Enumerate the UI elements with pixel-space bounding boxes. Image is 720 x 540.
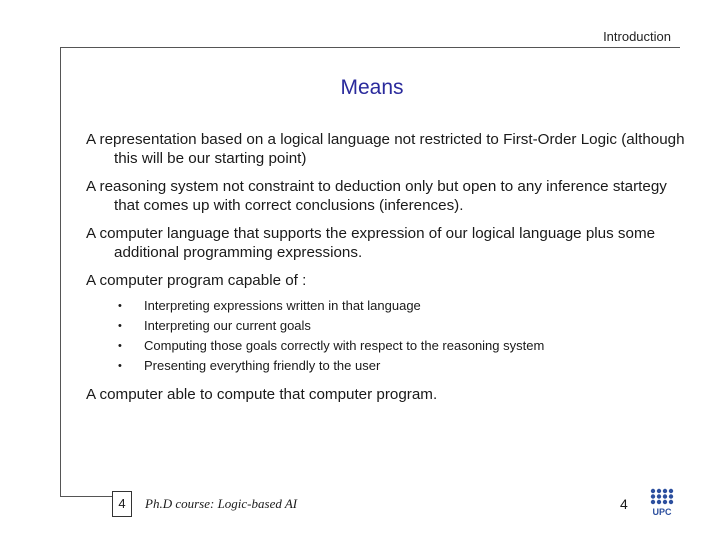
logo-dot [663, 500, 667, 504]
logo-dot [657, 489, 661, 493]
bullet-icon: • [118, 360, 122, 372]
slide-content [86, 130, 686, 413]
point-computer-program: A computer program capable of : [86, 272, 307, 289]
logo-dot [651, 489, 655, 493]
logo-dot [651, 494, 655, 498]
logo-dot [669, 489, 673, 493]
bullet-icon: • [118, 300, 122, 312]
slide-title: Means [340, 76, 404, 99]
point-representation: A representation based on a logical language not restricted to First-Order Logic (although this will be our starting point) [86, 131, 685, 167]
bullet-icon: • [118, 320, 122, 332]
logo-dot [663, 494, 667, 498]
list-item [118, 356, 686, 376]
logo-dot [651, 500, 655, 504]
logo-dot [657, 494, 661, 498]
upc-logo-text: UPC [652, 507, 672, 516]
point-computer-language: A computer language that supports the expression of our logical language plus some additional programming expressions. [86, 225, 656, 261]
list-item-text: Presenting everything friendly to the user [144, 358, 381, 373]
frame-bottom-rule [60, 496, 112, 497]
point-computer: A computer able to compute that computer program. [86, 386, 438, 403]
list-item-text: Interpreting our current goals [144, 318, 311, 333]
list-item-text: Interpreting expressions written in that language [144, 298, 421, 313]
page-number: 4 [620, 496, 628, 512]
slide-number-box: 4 [112, 491, 132, 517]
bullet-icon: • [118, 340, 122, 352]
frame-top-rule [60, 47, 680, 48]
list-item-text: Computing those goals correctly with respect to the reasoning system [144, 338, 545, 353]
logo-dot [663, 489, 667, 493]
upc-logo-graphic [650, 488, 674, 516]
logo-dot [657, 500, 661, 504]
section-label: Introduction [603, 29, 671, 44]
footer-course-title: Ph.D course: Logic-based AI [145, 496, 298, 511]
logo-dot [669, 500, 673, 504]
point-reasoning-system: A reasoning system not constraint to deduction only but open to any inference startegy that comes up with correct conclusions (inferences). [86, 178, 667, 214]
list-item [118, 316, 686, 336]
frame-left-rule [60, 47, 61, 496]
program-capabilities-list [86, 296, 686, 376]
list-item [118, 336, 686, 356]
logo-dot [669, 494, 673, 498]
upc-logo [650, 488, 674, 516]
list-item [118, 296, 686, 316]
